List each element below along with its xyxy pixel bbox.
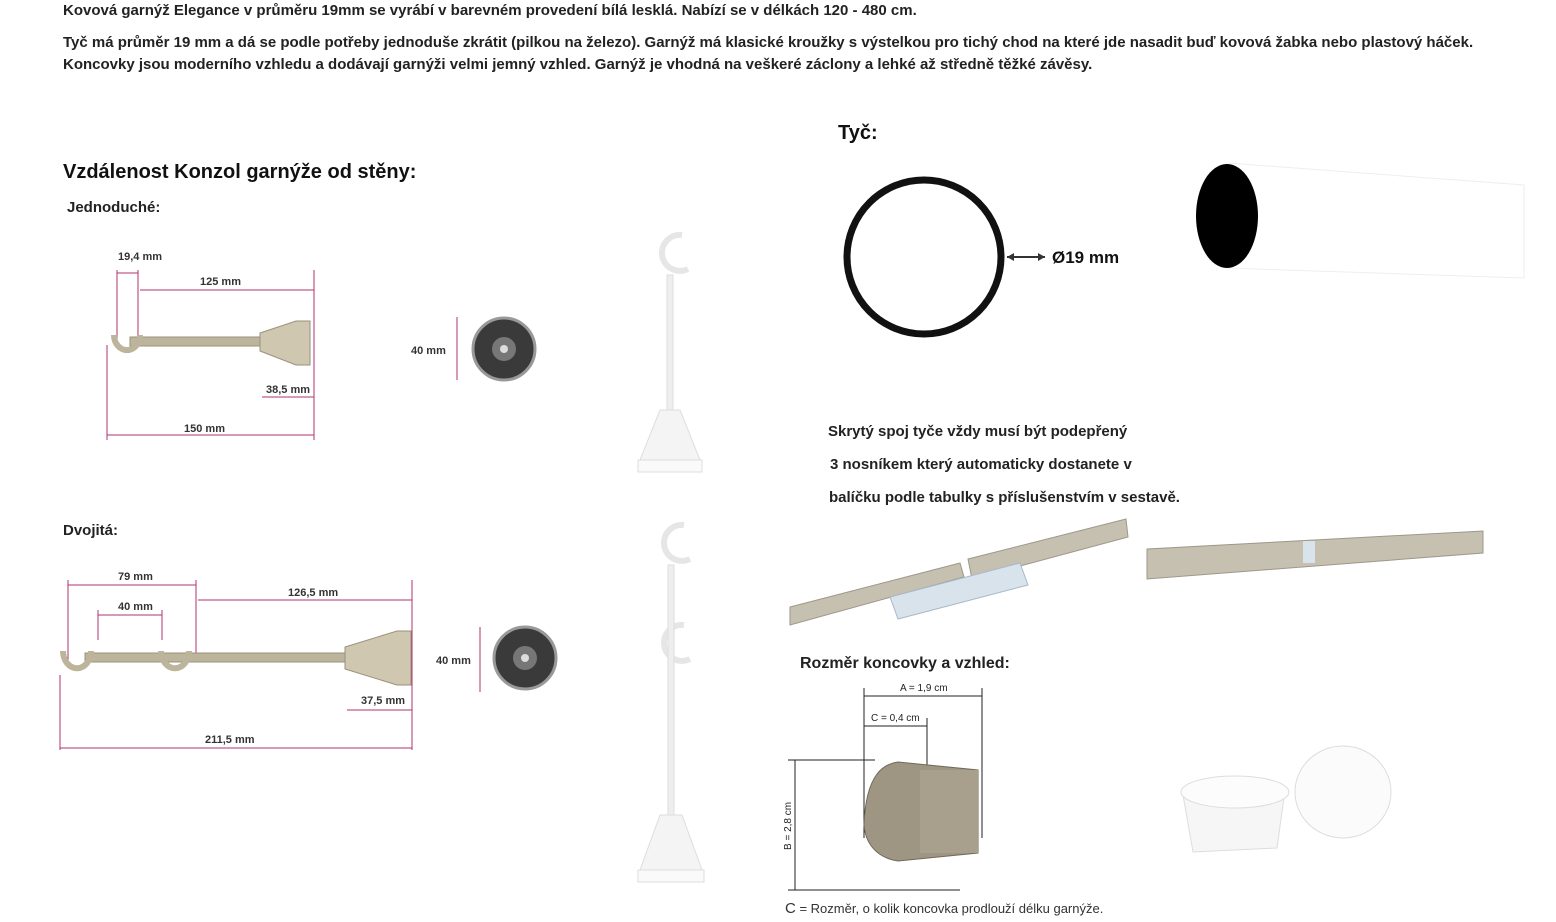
rod-joint-open-image	[790, 515, 1130, 635]
double-dim-total: 211,5 mm	[205, 734, 255, 746]
double-dim-base: 37,5 mm	[361, 695, 406, 707]
single-dim-base: 38,5 mm	[266, 384, 311, 396]
single-bracket-drawing	[100, 245, 360, 445]
endcap-caption-text: = Rozměr, o kolik koncovka prodlouží délku garnýže.	[799, 901, 1104, 916]
endcap-dimension-drawing	[780, 678, 1010, 893]
rod-heading: Tyč:	[838, 122, 878, 144]
white-single-support	[630, 225, 710, 475]
endcap-dim-c: C = 0,4 cm	[871, 713, 920, 724]
rod-diameter-label: Ø19 mm	[1052, 248, 1120, 267]
rod-joint-closed-image	[1145, 527, 1485, 587]
white-rod-image	[1190, 160, 1530, 290]
endcap-dim-b: B = 2,8 cm	[783, 801, 794, 850]
double-wall-plate	[430, 615, 570, 705]
single-dim-hook: 19,4 mm	[118, 251, 163, 263]
single-dim-plate: 40 mm	[411, 345, 446, 357]
double-dim-plate: 40 mm	[436, 655, 471, 667]
joint-line-2: 3 nosníkem který automaticky dostanete v	[830, 456, 1132, 473]
single-dim-total: 150 mm	[184, 423, 225, 435]
single-dim-arm: 125 mm	[200, 276, 241, 288]
endcap-heading: Rozměr koncovky a vzhled:	[800, 655, 1010, 672]
double-dim-inner: 40 mm	[118, 601, 153, 613]
single-wall-plate	[405, 295, 545, 405]
joint-line-3: balíčku podle tabulky s příslušenstvím v sestavě.	[829, 489, 1180, 506]
double-dim-arm: 126,5 mm	[288, 587, 339, 599]
intro-line-1: Kovová garnýž Elegance v průměru 19mm se vyrábí v barevném provedení bílá lesklá. Nabízí se v délkách 120 - 480 cm.	[63, 2, 917, 19]
endcap-dim-a: A = 1,9 cm	[900, 683, 948, 694]
endcap-caption-letter: C	[785, 900, 796, 917]
rod-profile-diagram	[835, 170, 1155, 350]
intro-line-3: Koncovky jsou moderního vzhledu a dodávají garnýži velmi jemný vzhled. Garnýž je vhodná na veškeré záclony a lehké až středně těžké závěsy.	[63, 56, 1093, 73]
white-double-support	[630, 515, 710, 885]
double-dim-outer: 79 mm	[118, 571, 153, 583]
double-bracket-drawing	[55, 565, 435, 755]
white-endcap-image	[1165, 740, 1405, 870]
single-bracket-label: Jednoduché:	[67, 199, 161, 216]
double-bracket-label: Dvojitá:	[63, 522, 119, 539]
endcap-caption	[785, 900, 1103, 917]
joint-line-1: Skrytý spoj tyče vždy musí být podepřený	[828, 423, 1128, 440]
brackets-heading: Vzdálenost Konzol garnýže od stěny:	[63, 161, 417, 183]
intro-line-2: Tyč má průměr 19 mm a dá se podle potřeby jednoduše zkrátit (pilkou na železo). Garnýž má klasické kroužky s výstelkou pro tichý chod na které jde nasadit buď kovová žabka nebo plastový háček.	[63, 34, 1474, 51]
